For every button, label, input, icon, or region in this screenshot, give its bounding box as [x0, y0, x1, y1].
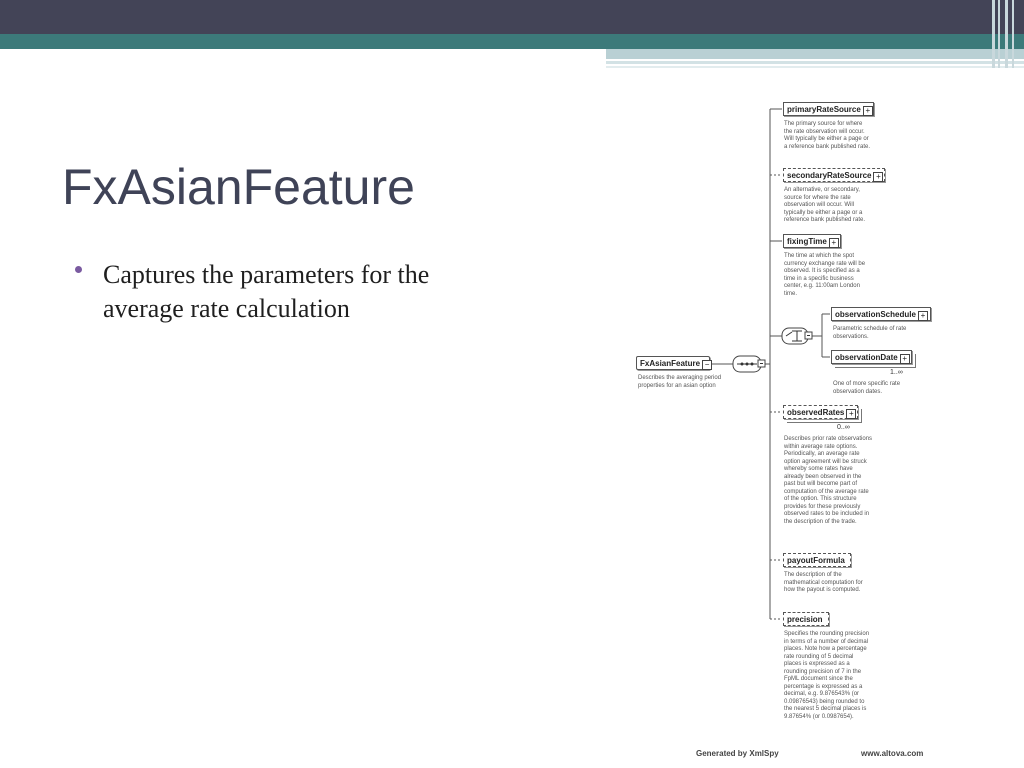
element-node-secondaryRateSource[interactable]	[783, 168, 885, 182]
root-element-label: FxAsianFeature	[640, 359, 701, 368]
diagram-connectors	[600, 95, 960, 760]
expand-icon[interactable]: +	[873, 172, 883, 182]
element-node-observedRates[interactable]	[783, 405, 858, 419]
bullet-dot	[75, 266, 82, 273]
element-description: An alternative, or secondary, source for where the rate observation will occur. Will typically be either a page or a reference bank published rate.	[784, 187, 866, 223]
header-vline-3	[1005, 0, 1008, 68]
choice-icon	[782, 328, 812, 344]
header-deco-line-1	[606, 49, 1024, 59]
multiplicity-label: 1..∞	[890, 369, 903, 376]
element-label: secondaryRateSource	[787, 171, 872, 180]
header-accent-bar	[0, 34, 1024, 49]
element-description: The description of the mathematical computation for how the payout is computed.	[784, 572, 863, 593]
root-element-node[interactable]	[636, 356, 710, 370]
schema-diagram	[600, 95, 960, 760]
slide-title: FxAsianFeature	[62, 159, 415, 215]
collapse-icon[interactable]: −	[702, 360, 712, 370]
element-label: observationDate	[835, 353, 898, 362]
element-node-payoutFormula[interactable]	[783, 553, 851, 567]
element-node-observationDate[interactable]	[831, 350, 912, 364]
sequence-icon	[733, 356, 765, 372]
header-deco-line-3	[606, 66, 1024, 68]
expand-icon[interactable]: +	[863, 106, 873, 116]
header-bar	[0, 0, 1024, 34]
expand-icon[interactable]: +	[900, 354, 910, 364]
element-description: The time at which the spot currency exchange rate will be observed. It is specified as a time in a specific business center, e.g. 11:00am London time.	[784, 253, 866, 297]
root-element-description: Describes the averaging period properties for an asian option	[638, 375, 722, 389]
vendor-url[interactable]: www.altova.com	[861, 749, 924, 758]
header-vline-1	[992, 0, 995, 68]
element-node-precision[interactable]	[783, 612, 829, 626]
element-node-observationSchedule[interactable]	[831, 307, 931, 321]
element-node-primaryRateSource[interactable]	[783, 102, 874, 116]
element-description: Specifies the rounding precision in terms of a number of decimal places. Note how a percentage rate rounding of 5 decimal places is expressed as a rounding precision of 7 in the FpML document since the percentage is expressed as a decimal, e.g. 9.876543% (or 0.09876543) being rounded to the nearest 5 decimal places is 9.87654% (or 0.0987654).	[784, 631, 870, 720]
bullet-item: Captures the parameters for the average rate calculation	[103, 260, 430, 323]
element-label: observedRates	[787, 408, 845, 417]
header-vline-2	[998, 0, 1000, 68]
element-node-fixingTime[interactable]	[783, 234, 841, 248]
expand-icon[interactable]: +	[846, 409, 856, 419]
multiplicity-label: 0..∞	[837, 424, 850, 431]
expand-icon[interactable]: +	[918, 311, 928, 321]
header-vline-4	[1012, 0, 1014, 68]
element-description: The primary source for where the rate observation will occur. Will typically be either a page or a reference bank published rate.	[784, 121, 871, 150]
element-label: fixingTime	[787, 237, 827, 246]
element-label: precision	[787, 615, 823, 624]
expand-icon[interactable]: +	[829, 238, 839, 248]
element-description: Describes prior rate observations within average rate options. Periodically, an average rate option agreement will be struck whereby some rates have already been observed in the past but will become part of computation of the average rate of the option. This structure provides for these previously observed rates to be included in the description of the trade.	[784, 436, 873, 525]
element-label: payoutFormula	[787, 556, 845, 565]
generator-credit: Generated by XmlSpy	[696, 749, 779, 758]
element-description: One of more specific rate observation dates.	[833, 381, 901, 395]
header-deco-line-2	[606, 61, 1024, 64]
element-description: Parametric schedule of rate observations.	[833, 326, 907, 340]
element-label: primaryRateSource	[787, 105, 861, 114]
element-label: observationSchedule	[835, 310, 916, 319]
